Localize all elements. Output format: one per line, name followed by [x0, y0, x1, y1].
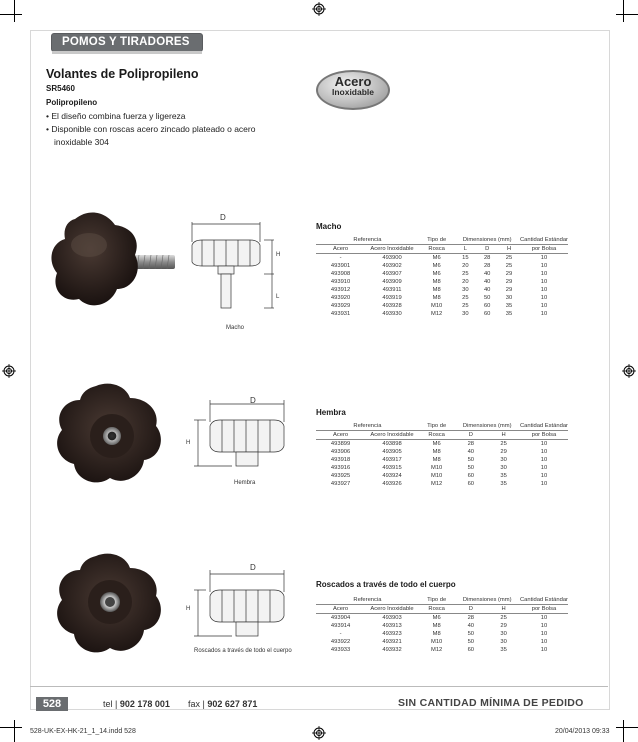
table-cell: 493910: [330, 279, 351, 285]
crop-mark: [14, 720, 15, 742]
table-cell: 25: [462, 303, 469, 309]
table-cell: 493912: [330, 287, 351, 293]
table-cell: 493932: [382, 647, 402, 653]
section-title-roscado: Roscados a través de todo el cuerpo: [316, 580, 456, 589]
table-row: [316, 440, 568, 449]
table-cell: 10: [540, 623, 548, 629]
table-cell: 10: [540, 263, 548, 269]
footer-fax: [188, 699, 257, 709]
table-cell: 50: [467, 465, 475, 471]
footer-divider: [30, 686, 608, 687]
table-row: [316, 472, 568, 480]
table-cell: 493931: [330, 311, 351, 317]
table-row: [316, 262, 568, 270]
table-cell: 25: [462, 295, 469, 301]
dim-d-label: D: [250, 563, 256, 572]
table-cell: 493918: [330, 457, 351, 463]
table-cell: 40: [483, 287, 491, 293]
table-cell: M6: [432, 263, 441, 269]
column-header: Rosca: [419, 245, 455, 254]
table-cell: 28: [467, 441, 475, 447]
table-cell: 493898: [382, 441, 402, 447]
table-row: [316, 456, 568, 464]
registration-mark-icon: [312, 2, 326, 16]
section-title-hembra: Hembra: [316, 408, 346, 417]
table-cell: 25: [462, 271, 469, 277]
table-cell: 493902: [382, 263, 402, 269]
table-cell: 10: [540, 441, 548, 447]
table-row: [316, 480, 568, 488]
table-cell: 493908: [330, 271, 351, 277]
crop-mark: [0, 14, 22, 15]
col-group-dimensiones: Dimensiones (mm): [454, 596, 520, 605]
table-cell: 493915: [382, 465, 402, 471]
table-cell: 10: [540, 631, 548, 637]
column-header: por Bolsa: [520, 245, 568, 254]
table-cell: M10: [431, 303, 443, 309]
table-cell: 20: [462, 279, 469, 285]
table-cell: 35: [500, 473, 507, 479]
table-cell: 40: [483, 279, 491, 285]
bullet-2-cont: inoxidable 304: [54, 137, 109, 147]
table-cell: 10: [540, 449, 548, 455]
table-cell: M10: [431, 473, 443, 479]
column-header: Acero Inoxidable: [365, 605, 419, 614]
column-header: L: [454, 245, 476, 254]
table-cell: 10: [540, 303, 548, 309]
crop-mark: [623, 720, 624, 742]
table-cell: 493916: [330, 465, 351, 471]
table-cell: 60: [467, 647, 475, 653]
product-code: SR5460: [46, 84, 75, 93]
table-cell: 25: [505, 263, 513, 269]
table-row: [316, 286, 568, 294]
table-row: [316, 294, 568, 302]
table-cell: 28: [483, 263, 491, 269]
table-cell: 493928: [382, 303, 402, 309]
product-title: Volantes de Polipropileno: [46, 67, 199, 81]
table-cell: 10: [540, 279, 548, 285]
dim-h-label: H: [186, 440, 191, 446]
slug-datetime: 20/04/2013 09:33: [555, 728, 610, 735]
table-cell: 10: [540, 287, 548, 293]
table-cell: 493901: [330, 263, 351, 269]
table-cell: 25: [500, 615, 507, 621]
crop-mark: [14, 0, 15, 22]
table-cell: -: [339, 631, 342, 637]
table-header-row: [316, 431, 568, 440]
table-cell: 493909: [382, 279, 402, 285]
crop-mark: [616, 727, 638, 728]
table-row: [316, 464, 568, 472]
registration-mark-icon: [622, 364, 636, 378]
table-cell: 493920: [330, 295, 351, 301]
table-cell: 40: [467, 623, 475, 629]
column-header: por Bolsa: [520, 431, 568, 440]
crop-mark: [0, 727, 22, 728]
table-cell: 493913: [382, 623, 402, 629]
spec-table-hembra: [316, 422, 568, 488]
table-cell: 50: [467, 631, 475, 637]
table-header-row: [316, 605, 568, 614]
table-cell: 493906: [330, 449, 351, 455]
column-header: H: [498, 245, 520, 254]
hembra-diagram: [188, 396, 298, 476]
col-group-cantidad: Cantidad Estándar: [519, 597, 568, 603]
table-cell: 60: [483, 303, 491, 309]
table-cell: 493924: [382, 473, 402, 479]
table-cell: M8: [432, 295, 441, 301]
table-cell: 35: [500, 647, 507, 653]
badge-line-1: Acero: [334, 74, 372, 89]
hembra-knob-photo: [50, 380, 170, 490]
table-cell: 29: [505, 271, 513, 277]
table-header-row: [316, 245, 568, 254]
spec-table-roscado: [316, 596, 568, 654]
dim-d-label: D: [220, 213, 226, 222]
table-row: [316, 622, 568, 630]
table-cell: 10: [540, 457, 548, 463]
table-cell: M8: [432, 449, 441, 455]
column-header: H: [487, 431, 520, 440]
table-cell: 60: [467, 481, 475, 487]
table-cell: M8: [432, 287, 441, 293]
col-group-cantidad: Cantidad Estándar: [519, 423, 568, 429]
table-cell: 30: [462, 311, 469, 317]
table-cell: M6: [432, 615, 441, 621]
table-cell: 493899: [330, 441, 351, 447]
table-cell: M8: [432, 623, 441, 629]
table-cell: 493911: [382, 287, 402, 293]
col-group-referencia: Referencia: [316, 236, 419, 245]
table-row: [316, 630, 568, 638]
column-header: Rosca: [419, 605, 455, 614]
table-cell: 10: [540, 615, 548, 621]
table-cell: 493900: [382, 255, 402, 261]
fax-number: 902 627 871: [207, 699, 258, 709]
column-header: Acero: [316, 245, 365, 254]
table-cell: 29: [505, 287, 513, 293]
table-row: [316, 254, 568, 263]
table-cell: 493919: [382, 295, 402, 301]
roscado-diagram: [188, 566, 298, 646]
table-cell: M12: [431, 647, 443, 653]
table-cell: 10: [540, 473, 548, 479]
table-cell: 493930: [382, 311, 402, 317]
footer-slogan: SIN CANTIDAD MÍNIMA DE PEDIDO: [398, 697, 584, 709]
table-row: [316, 278, 568, 286]
table-row: [316, 448, 568, 456]
dim-d-label: D: [250, 396, 256, 405]
table-row: [316, 302, 568, 310]
table-cell: M12: [431, 311, 443, 317]
table-cell: 493904: [330, 615, 351, 621]
column-header: D: [476, 245, 498, 254]
table-cell: 60: [483, 311, 491, 317]
table-row: [316, 270, 568, 278]
column-header: Rosca: [419, 431, 455, 440]
table-cell: 493907: [382, 271, 402, 277]
col-group-referencia: Referencia: [316, 596, 419, 605]
table-cell: 30: [462, 287, 469, 293]
table-cell: 30: [500, 631, 507, 637]
page-number: 528: [36, 697, 68, 711]
macho-diagram: [188, 212, 288, 322]
table-cell: 40: [467, 449, 475, 455]
macho-knob-photo: [45, 205, 180, 325]
column-header: Acero Inoxidable: [365, 245, 419, 254]
column-header: Acero Inoxidable: [365, 431, 419, 440]
table-cell: M10: [431, 465, 443, 471]
table-cell: M8: [432, 279, 441, 285]
table-cell: 35: [505, 311, 513, 317]
dim-h-label: H: [276, 252, 281, 258]
col-group-tipo: Tipo de: [419, 422, 455, 431]
crop-mark: [623, 0, 624, 22]
table-cell: 25: [505, 255, 513, 261]
table-cell: 10: [540, 295, 548, 301]
table-cell: 493925: [330, 473, 351, 479]
col-group-cantidad: Cantidad Estándar: [519, 237, 568, 243]
table-cell: 15: [462, 255, 469, 261]
table-cell: 493903: [382, 615, 402, 621]
table-cell: M12: [431, 481, 443, 487]
table-cell: 20: [462, 263, 469, 269]
dim-h-label: H: [186, 606, 191, 612]
table-cell: 493929: [330, 303, 351, 309]
table-cell: 35: [500, 481, 507, 487]
table-row: [316, 646, 568, 654]
column-header: Acero: [316, 431, 365, 440]
col-group-dimensiones: Dimensiones (mm): [454, 236, 520, 245]
table-cell: M8: [432, 631, 441, 637]
roscado-caption: Roscados a través de todo el cuerpo: [194, 648, 292, 654]
table-cell: 50: [483, 295, 491, 301]
column-header: Acero: [316, 605, 365, 614]
table-cell: 50: [467, 457, 475, 463]
table-cell: 30: [500, 457, 507, 463]
table-cell: 30: [500, 465, 507, 471]
table-cell: 493923: [382, 631, 402, 637]
roscado-knob-photo: [50, 550, 170, 660]
column-header: D: [454, 431, 487, 440]
table-cell: 29: [505, 279, 513, 285]
table-cell: 60: [467, 473, 475, 479]
table-cell: 50: [467, 639, 475, 645]
table-cell: 29: [500, 623, 507, 629]
macho-caption: Macho: [226, 325, 245, 331]
table-cell: 493917: [382, 457, 402, 463]
table-cell: 30: [505, 295, 513, 301]
badge-line-2: Inoxidable: [331, 87, 375, 97]
registration-mark-icon: [312, 726, 326, 740]
section-ribbon: POMOS Y TIRADORES: [52, 34, 202, 51]
spec-table-macho: [316, 236, 568, 318]
table-cell: 493914: [330, 623, 351, 629]
column-header: H: [487, 605, 520, 614]
table-cell: 10: [540, 481, 548, 487]
table-row: [316, 614, 568, 623]
registration-mark-icon: [2, 364, 16, 378]
bullet-2: • Disponible con roscas acero zincado plateado o acero: [46, 124, 256, 134]
table-cell: M6: [432, 441, 441, 447]
table-cell: M10: [431, 639, 443, 645]
table-cell: 10: [540, 255, 548, 261]
table-cell: -: [339, 255, 342, 261]
acero-inoxidable-badge: [316, 70, 390, 110]
column-header: por Bolsa: [520, 605, 568, 614]
bullet-1: • El diseño combina fuerza y ligereza: [46, 111, 186, 121]
hembra-caption: Hembra: [234, 480, 256, 486]
tel-number: 902 178 001: [119, 699, 170, 709]
table-cell: 493922: [330, 639, 351, 645]
slug-filename: 528-UK-EX-HK-21_1_14.indd 528: [30, 728, 136, 735]
table-cell: 493926: [382, 481, 402, 487]
table-cell: 30: [500, 639, 507, 645]
table-cell: 10: [540, 465, 548, 471]
table-cell: 25: [500, 441, 507, 447]
col-group-tipo: Tipo de: [419, 596, 455, 605]
footer-tel: [103, 699, 170, 709]
table-cell: 493927: [330, 481, 351, 487]
table-cell: 493921: [382, 639, 402, 645]
col-group-tipo: Tipo de: [419, 236, 455, 245]
column-header: D: [454, 605, 487, 614]
col-group-dimensiones: Dimensiones (mm): [454, 422, 520, 431]
crop-mark: [616, 14, 638, 15]
product-material: Polipropileno: [46, 98, 98, 107]
table-row: [316, 638, 568, 646]
col-group-referencia: Referencia: [316, 422, 419, 431]
section-title-macho: Macho: [316, 222, 342, 231]
table-cell: M8: [432, 457, 441, 463]
table-cell: 28: [483, 255, 491, 261]
table-cell: 40: [483, 271, 491, 277]
table-cell: 35: [505, 303, 513, 309]
table-row: [316, 310, 568, 318]
table-cell: 10: [540, 271, 548, 277]
table-cell: 493933: [330, 647, 351, 653]
dim-l-label: L: [276, 294, 280, 300]
table-cell: 28: [467, 615, 475, 621]
fax-label: fax |: [188, 699, 205, 709]
table-cell: 493905: [382, 449, 402, 455]
table-cell: 10: [540, 647, 548, 653]
table-cell: 29: [500, 449, 507, 455]
table-cell: M6: [432, 255, 441, 261]
tel-label: tel |: [103, 699, 118, 709]
table-cell: 10: [540, 639, 548, 645]
table-cell: 10: [540, 311, 548, 317]
table-cell: M6: [432, 271, 441, 277]
